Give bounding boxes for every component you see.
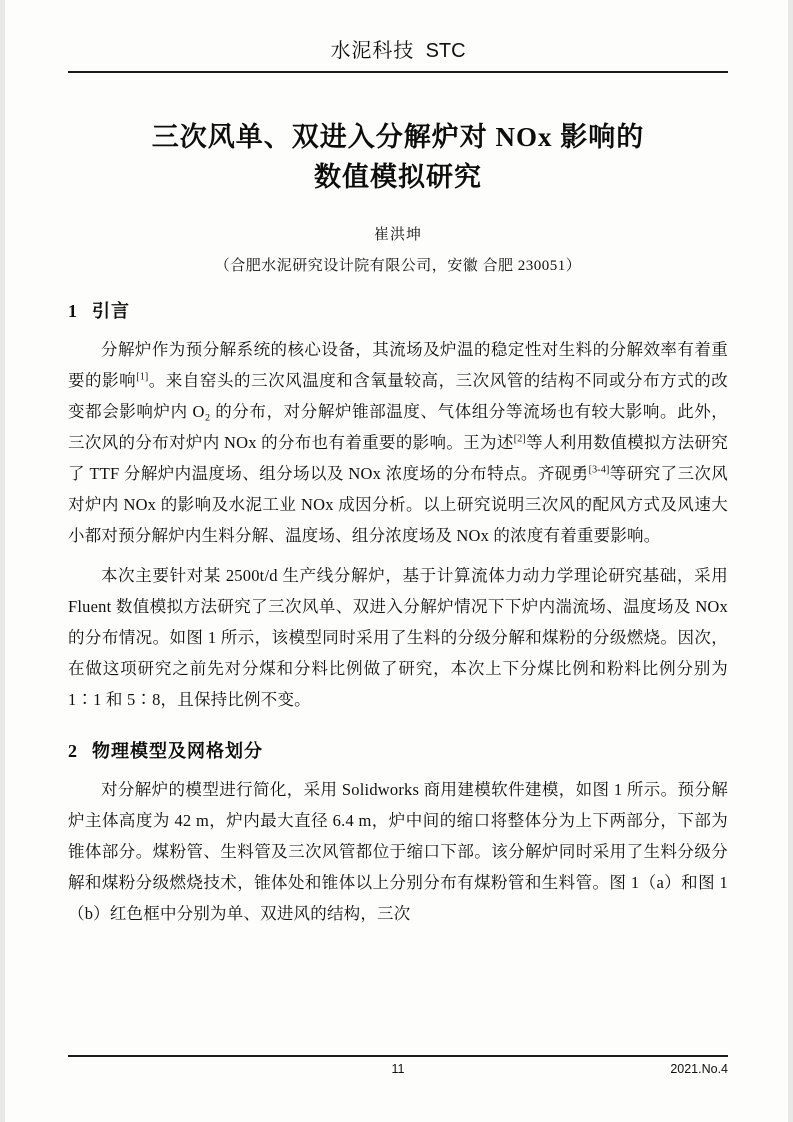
journal-name-cn: 水泥科技 (330, 40, 415, 62)
section-heading-1 (68, 297, 728, 323)
section-heading-2 (68, 737, 728, 763)
section-title-2: 物理模型及网格划分 (92, 741, 263, 761)
section-title-1: 引言 (92, 301, 130, 321)
running-head (68, 34, 728, 71)
page-title (68, 117, 728, 197)
author-affiliation: （合肥水泥研究设计院有限公司，安徽 合肥 230051） (214, 258, 582, 274)
issue-label: 2021.No.4 (670, 1062, 728, 1076)
scan-edge-left (0, 0, 5, 1122)
journal-abbreviation: STC (425, 40, 466, 62)
page-number: 11 (391, 1062, 405, 1076)
title-line-1: 三次风单、双进入分解炉对 NOx 影响的 (151, 122, 645, 152)
paragraph-2-1: 对分解炉的模型进行简化，采用 Solidworks 商用建模软件建模，如图 1 所示。预分解炉主体高度为 42 m，炉内最大直径 6.4 m，炉中间的缩口将整体分为上下两部分，下部为锥体部分。煤粉管、生料管及三次风管都位于缩口下部。该分解炉同时采用了生料分级分解和煤粉分级燃烧技术，锥体处和锥体以上分别分布有煤粉管和生料管。图 1（a）和图 1（b）红色框中分别为单、双进风的结构，三次 (68, 780, 728, 923)
author-name: 崔洪坤 (373, 227, 422, 243)
paragraph-1-1: 分解炉作为预分解系统的核心设备，其流场及炉温的稳定性对生料的分解效率有着重要的影响[1]。来自窑头的三次风温度和含氧量较高，三次风管的结构不同或分布方式的改变都会影响炉内 O₂ 的分布，对分解炉锥部温度、气体组分等流场也有较大影响。此外，三次风的分布对炉内 NOx 的分布也有着重要的影响。王为述[2]等人利用数值模拟方法研究了 TTF 分解炉内温度场、组分场以及 NOx 浓度场的分布特点。齐砚勇[3-4]等研究了三次风对炉内 NOx 的影响及水泥工业 NOx 成因分析。以上研究说明三次风的配风方式及风速大小都对预分解炉内生料分解、温度场、组分浓度场及 NOx 的浓度有着重要影响。 (68, 340, 728, 545)
section-number-1: 1 (68, 301, 78, 321)
footer-rule (68, 1055, 728, 1057)
paragraph-1-2: 本次主要针对某 2500t/d 生产线分解炉，基于计算流体力动力学理论研究基础，采用 Fluent 数值模拟方法研究了三次风单、双进入分解炉情况下下炉内湍流场、温度场及 NOx 的分布情况。如图 1 所示，该模型同时采用了生料的分级分解和煤粉的分级燃烧。因次，在做这项研究之前先对分煤和分料比例做了研究，本次上下分煤比例和粉料比例分别为 1∶1 和 5∶8，且保持比例不变。 (68, 566, 728, 709)
header-rule (68, 71, 728, 73)
title-line-2: 数值模拟研究 (314, 162, 482, 192)
page-content (68, 34, 728, 929)
section-number-2: 2 (68, 741, 78, 761)
scan-edge-right (788, 0, 793, 1122)
